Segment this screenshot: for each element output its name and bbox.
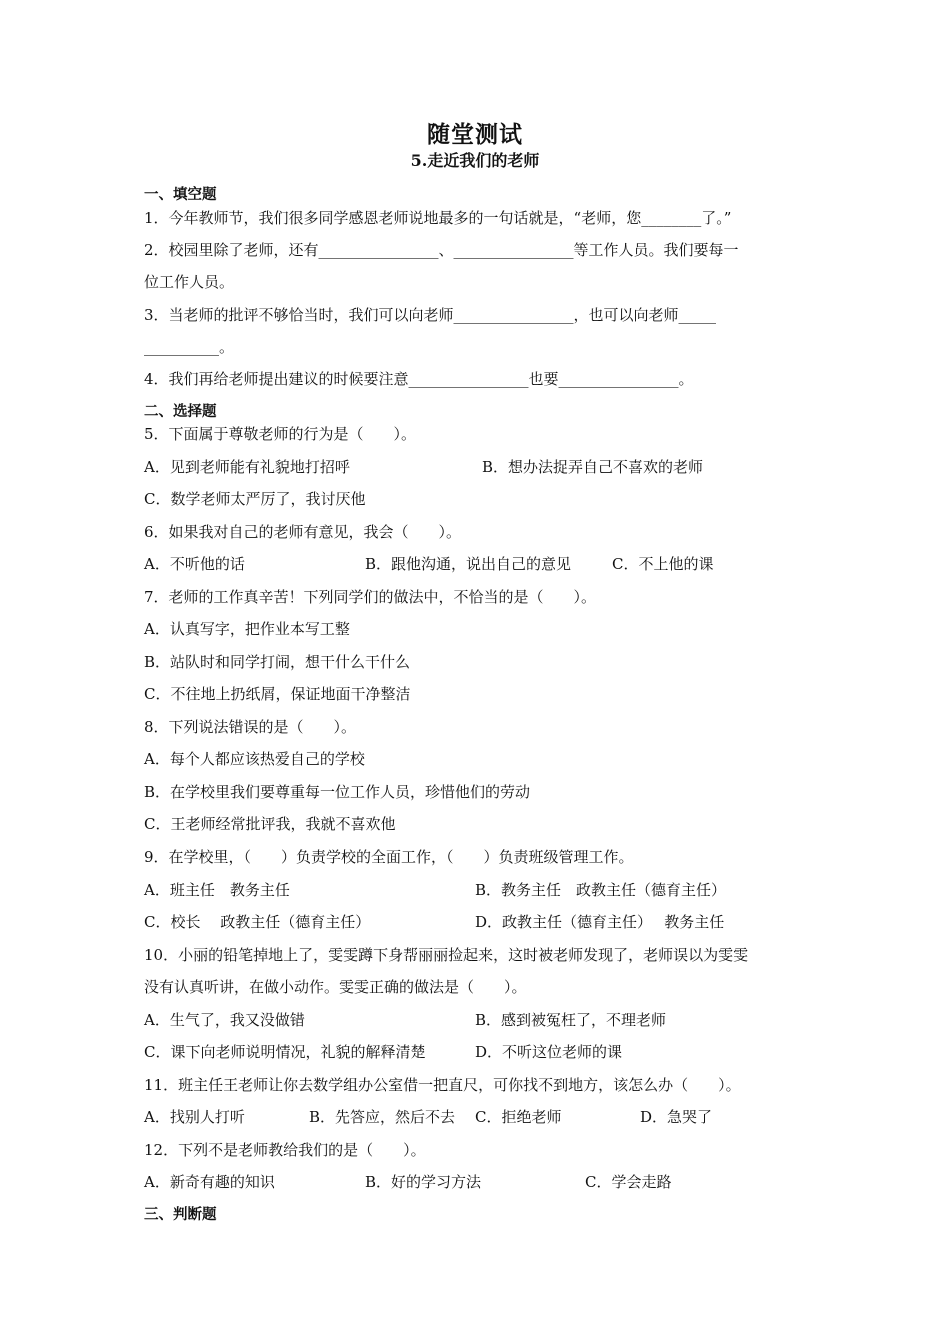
question-12-option-c: C．学会走路 (585, 1173, 672, 1191)
question-3-line-2: __________。 (144, 338, 235, 356)
question-1: 1．今年教师节，我们很多同学感恩老师说地最多的一句话就是，“老师，您________了。” (144, 209, 732, 227)
question-12: 12．下列不是老师教给我们的是（ ）。 (144, 1141, 426, 1159)
question-5-option-a: A．见到老师能有礼貌地打招呼 (144, 458, 350, 476)
question-11-option-a: A．找别人打听 (144, 1108, 245, 1126)
question-11-option-b: B．先答应，然后不去 (309, 1108, 456, 1126)
question-11: 11．班主任王老师让你去数学组办公室借一把直尺，可你找不到地方，该怎么办（ ）。 (144, 1076, 741, 1094)
question-5: 5．下面属于尊敬老师的行为是（ ）。 (144, 425, 417, 443)
question-7-option-a: A．认真写字，把作业本写工整 (144, 620, 350, 638)
question-10-option-a: A．生气了，我又没做错 (144, 1011, 305, 1029)
question-9: 9．在学校里，（ ）负责学校的全面工作，（ ）负责班级管理工作。 (144, 848, 634, 866)
question-10-line-2: 没有认真听讲，在做小动作。雯雯正确的做法是（ ）。 (144, 978, 527, 996)
section-true-false: 三、判断题 (144, 1206, 217, 1223)
section-choice: 二、选择题 (144, 403, 217, 420)
page-title: 随堂测试 (427, 121, 523, 148)
question-8: 8．下列说法错误的是（ ）。 (144, 718, 357, 736)
question-6-option-c: C．不上他的课 (612, 555, 714, 573)
question-10-option-b: B．感到被冤枉了，不理老师 (475, 1011, 667, 1029)
question-10-option-c: C．课下向老师说明情况，礼貌的解释清楚 (144, 1043, 426, 1061)
section-fill-blank: 一、填空题 (144, 186, 217, 203)
question-10-option-d: D．不听这位老师的课 (475, 1043, 623, 1061)
question-9-option-b: B．教务主任 政教主任（德育主任） (475, 881, 727, 899)
question-5-option-b: B．想办法捉弄自己不喜欢的老师 (482, 458, 704, 476)
question-8-option-a: A．每个人都应该热爱自己的学校 (144, 750, 365, 768)
question-2-line-2: 位工作人员。 (144, 273, 235, 291)
question-9-option-a: A．班主任 教务主任 (144, 881, 290, 899)
question-6-option-b: B．跟他沟通，说出自己的意见 (365, 555, 572, 573)
question-12-option-a: A．新奇有趣的知识 (144, 1173, 275, 1191)
question-11-option-c: C．拒绝老师 (475, 1108, 562, 1126)
question-5-option-c: C．数学老师太严厉了，我讨厌他 (144, 490, 366, 508)
question-7-option-b: B．站队时和同学打闹，想干什么干什么 (144, 653, 411, 671)
question-6-option-a: A．不听他的话 (144, 555, 245, 573)
question-8-option-b: B．在学校里我们要尊重每一位工作人员，珍惜他们的劳动 (144, 783, 531, 801)
question-10-line-1: 10．小丽的铅笔掉地上了，雯雯蹲下身帮丽丽捡起来，这时被老师发现了，老师误以为雯雯 (144, 946, 749, 964)
question-12-option-b: B．好的学习方法 (365, 1173, 482, 1191)
question-3-line-1: 3．当老师的批评不够恰当时，我们可以向老师________________，也可以向老师_____ (144, 306, 717, 324)
question-4: 4．我们再给老师提出建议的时候要注意________________也要________________。 (144, 370, 694, 388)
question-7: 7．老师的工作真辛苦！下列同学们的做法中，不恰当的是（ ）。 (144, 588, 597, 606)
question-9-option-c: C．校长 政教主任（德育主任） (144, 913, 371, 931)
page-subtitle: 5.走近我们的老师 (410, 151, 540, 170)
question-9-option-d: D．政教主任（德育主任） 教务主任 (475, 913, 725, 931)
question-8-option-c: C．王老师经常批评我，我就不喜欢他 (144, 815, 396, 833)
question-7-option-c: C．不往地上扔纸屑，保证地面干净整洁 (144, 685, 411, 703)
question-6: 6．如果我对自己的老师有意见，我会（ ）。 (144, 523, 462, 541)
question-11-option-d: D．急哭了 (640, 1108, 713, 1126)
question-2-line-1: 2．校园里除了老师，还有________________、________________等工作人员。我们要每一 (144, 241, 739, 259)
